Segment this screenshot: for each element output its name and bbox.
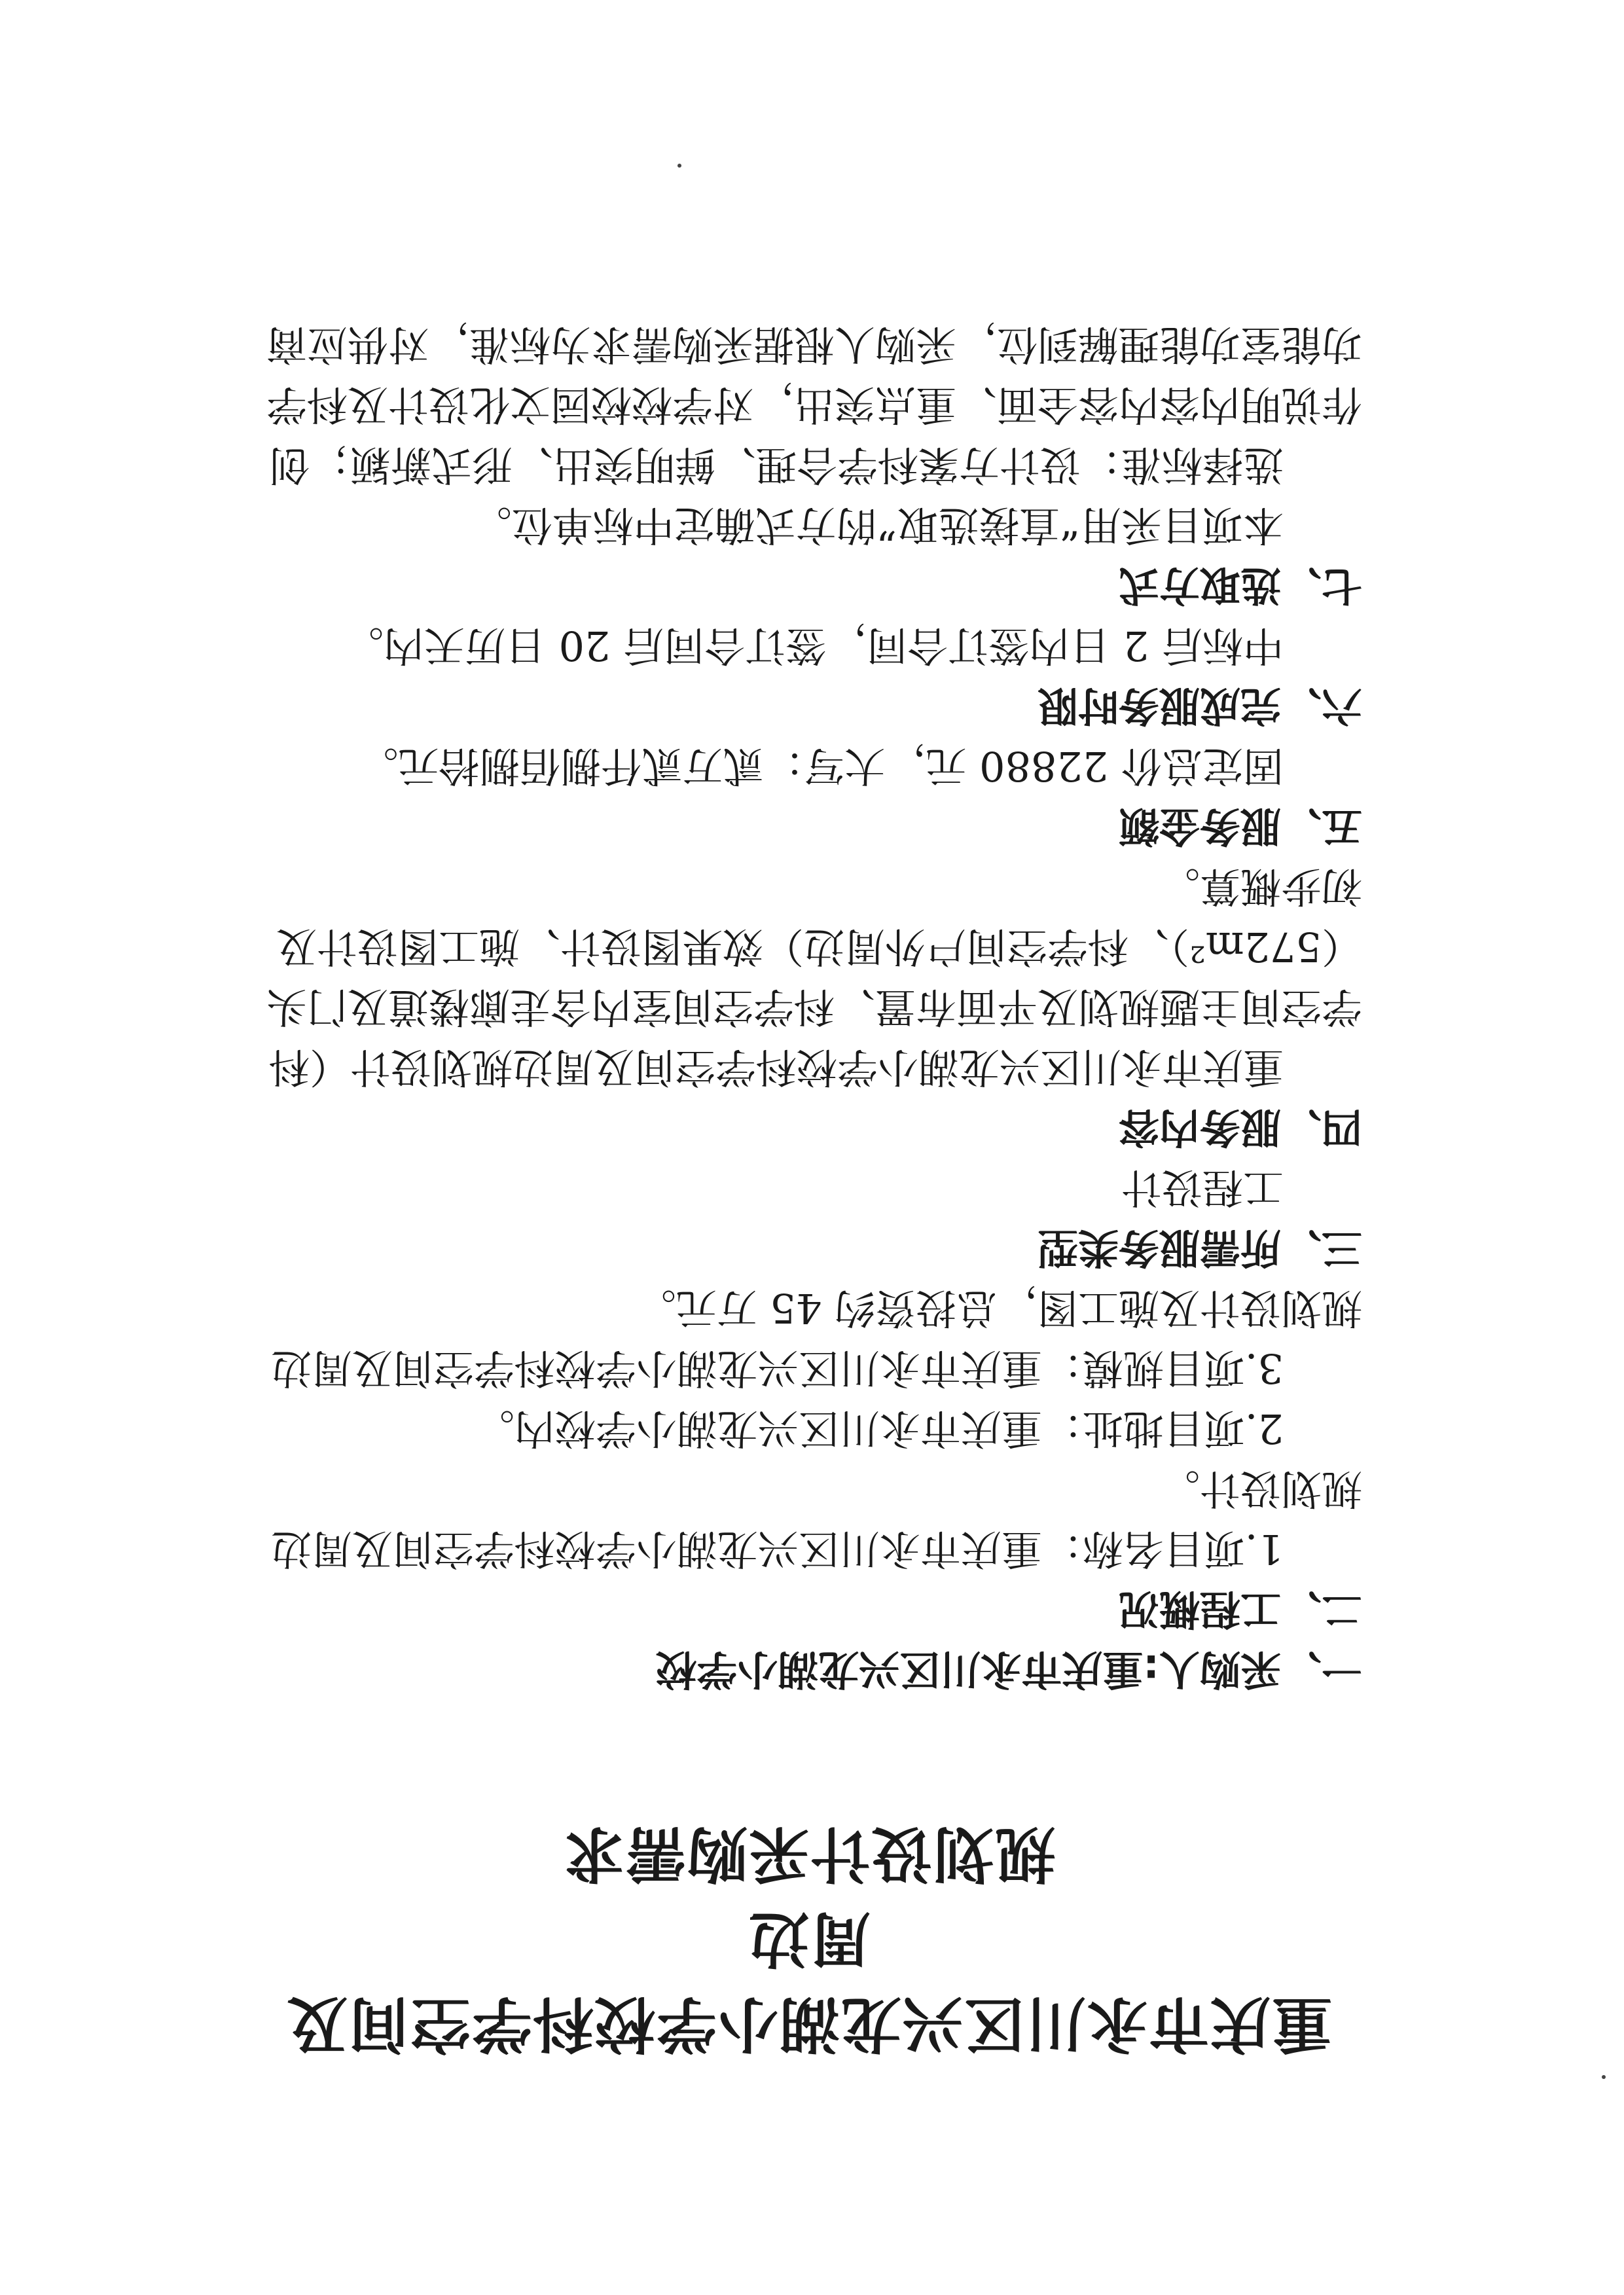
project-scale-line: 3.项目规模：重庆市永川区兴龙湖小学校科学空间及周边 — [270, 1345, 1284, 1392]
scan-speck — [677, 164, 681, 168]
section-selection-method: 七、选取方式 — [1118, 562, 1362, 609]
service-content-line-1: 重庆市永川区兴龙湖小学校科学空间及周边规划设计（科 — [268, 1043, 1284, 1091]
section-service-amount: 五、服务金额 — [1118, 803, 1362, 850]
selection-criteria-line-3: 功能室功能理解到位，采购人根据采购需求为标准，对供应商 — [266, 321, 1362, 369]
scan-speck — [1602, 2075, 1606, 2079]
service-content-line-2: 学空间主题规划及平面布置、科学空间室内含走廊楼道及门头 — [266, 983, 1362, 1031]
section-project-overview: 二、工程概况 — [1118, 1585, 1362, 1633]
service-content-line-3: （572m²）、科学空间户外周边）效果图设计、施工图设计及 — [276, 923, 1362, 971]
project-name-cont: 规划设计。 — [1159, 1465, 1362, 1513]
selection-method-line: 本项目采用“直接选取”的方式确定中标单位。 — [471, 501, 1284, 549]
project-scale-cont: 规划设计及施工图，总投资约 45 万元。 — [635, 1284, 1362, 1332]
service-type-value: 工程设计 — [1121, 1164, 1284, 1212]
section-purchaser: 一、采购人:重庆市永川区兴龙湖小学校 — [656, 1646, 1362, 1693]
project-address-line: 2.项目地址：重庆市永川区兴龙湖小学校内。 — [473, 1405, 1284, 1453]
service-content-line-4: 初步概算。 — [1159, 863, 1362, 911]
section-completion-time: 六、完成服务时限 — [1037, 682, 1362, 730]
document-title-line-1: 重庆市永川区兴龙湖小学校科学空间及周边 — [286, 1904, 1333, 2059]
document-title-line-2: 规划设计采购需求 — [563, 1818, 1056, 1888]
project-name-line: 1.项目名称：重庆市永川区兴龙湖小学校科学空间及周边 — [270, 1525, 1284, 1573]
selection-criteria-line-1: 选择标准：设计方案科学合理、鲜明突出、形式新颖；创 — [268, 441, 1284, 489]
service-amount-value: 固定总价 22880 元，大写：贰万贰仟捌佰捌拾元。 — [357, 742, 1284, 790]
completion-time-value: 中标后 2 日内签订合同，签订合同后 20 日历天内。 — [342, 622, 1284, 670]
document-body — [256, 314, 1362, 2066]
selection-criteria-line-2: 作说明内容内容全面、重点突出，对学校校园文化设计及科学 — [266, 381, 1362, 429]
section-service-type: 三、所需服务类型 — [1037, 1224, 1362, 1272]
section-service-content: 四、服务内容 — [1118, 1104, 1362, 1151]
